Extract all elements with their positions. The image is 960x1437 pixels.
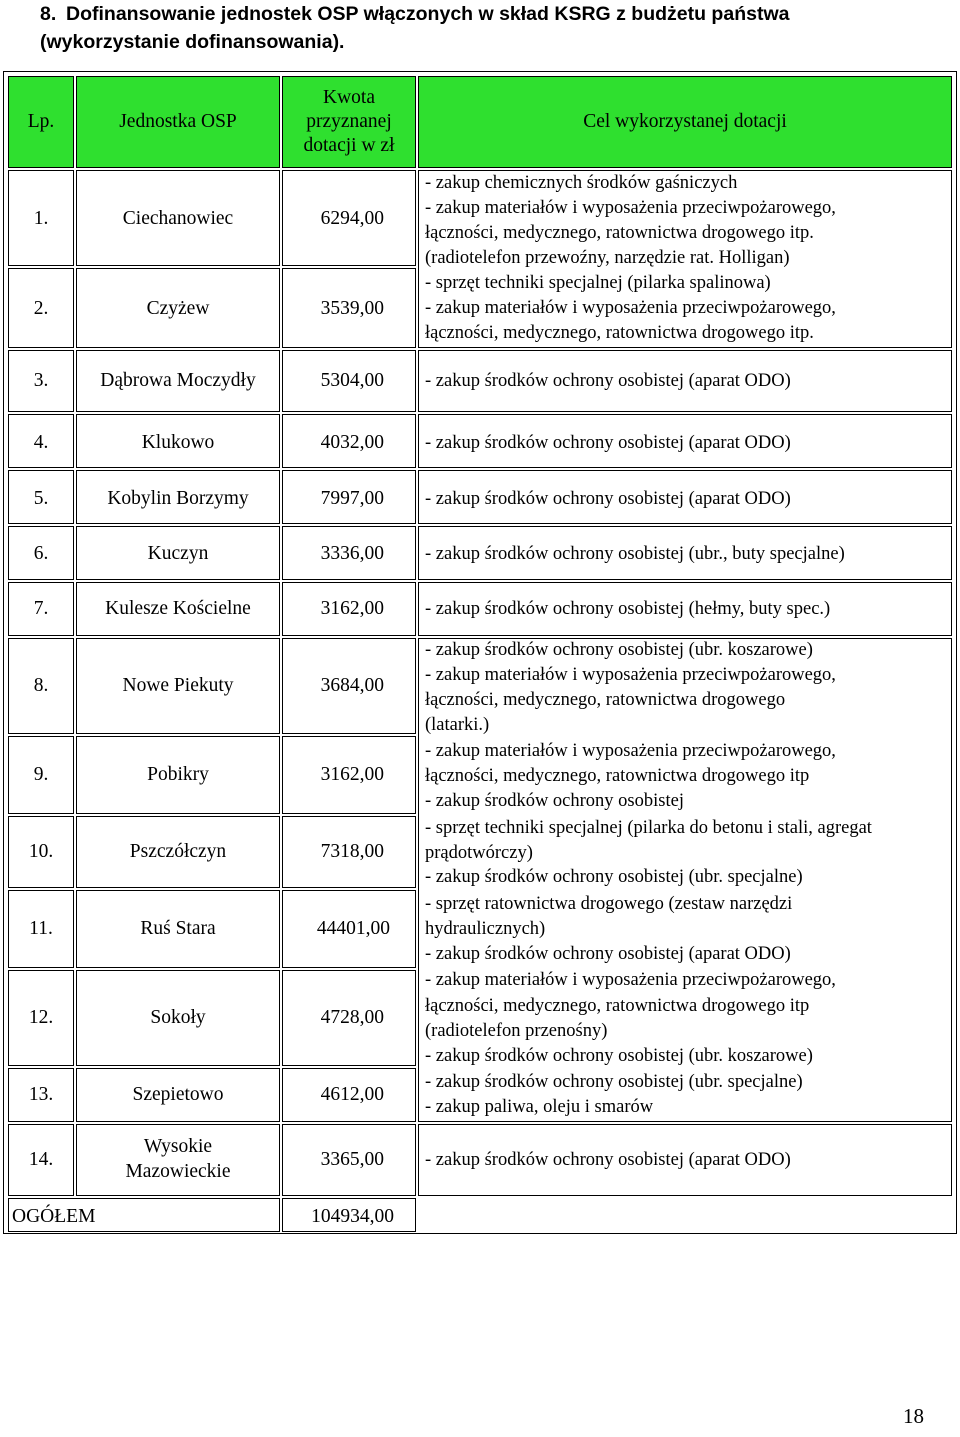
row-2-unit: Czyżew <box>146 298 210 319</box>
total-label: OGÓŁEM <box>12 1206 96 1227</box>
row-6-desc: - zakup środków ochrony osobistej (ubr., buty specjalne) <box>425 544 845 564</box>
block2-desc-line-10: - zakup środków ochrony osobistej (ubr. specjalne) <box>425 867 803 887</box>
row-9-lp: 9. <box>33 764 49 785</box>
row-3-desc: - zakup środków ochrony osobistej (aparat ODO) <box>425 371 791 391</box>
row-14-amount: 3365,00 <box>320 1149 384 1170</box>
block2-desc-line-9: prądotwórczy) <box>425 843 533 863</box>
row-8-lp: 8. <box>33 675 49 696</box>
block2-desc-line-17: - zakup środków ochrony osobistej (ubr. koszarowe) <box>425 1046 813 1066</box>
row-10-lp: 10. <box>28 841 54 862</box>
block1-desc-line-2: - zakup materiałów i wyposażenia przeciwpożarowego, <box>425 198 836 218</box>
block2-desc-line-15: łączności, medycznego, ratownictwa drogowego itp <box>425 996 810 1016</box>
block2-desc-line-12: hydraulicznych) <box>425 919 546 939</box>
row-8-unit: Nowe Piekuty <box>122 675 234 696</box>
header-unit: Jednostka OSP <box>119 111 237 132</box>
total-amount: 104934,00 <box>311 1206 394 1227</box>
block1-desc-line-6: - zakup materiałów i wyposażenia przeciwpożarowego, <box>425 298 836 318</box>
row-14-lp: 14. <box>28 1149 54 1170</box>
block2-desc-line-13: - zakup środków ochrony osobistej (aparat ODO) <box>425 944 791 964</box>
row-7-unit: Kulesze Kościelne <box>105 598 251 619</box>
block2-desc-line-5: - zakup materiałów i wyposażenia przeciwpożarowego, <box>425 741 836 761</box>
page-number: 18 <box>903 1404 924 1428</box>
block2-desc-line-16: (radiotelefon przenośny) <box>425 1021 608 1041</box>
row-1-lp: 1. <box>33 208 49 229</box>
row-6-unit: Kuczyn <box>147 543 209 564</box>
row-10-amount: 7318,00 <box>320 841 384 862</box>
row-8-amount: 3684,00 <box>320 675 384 696</box>
header-amount-line-3: dotacji w zł <box>303 135 395 156</box>
header-lp: Lp. <box>27 111 55 132</box>
section-number: 8. <box>40 3 57 25</box>
row-5-unit: Kobylin Borzymy <box>107 488 249 509</box>
block2-desc-line-8: - sprzęt techniki specjalnej (pilarka do betonu i stali, agregat <box>425 818 872 838</box>
row-5-lp: 5. <box>33 488 49 509</box>
row-14-unit-line-1: Wysokie <box>143 1136 213 1157</box>
row-13-amount: 4612,00 <box>320 1084 384 1105</box>
row-2-lp: 2. <box>33 298 49 319</box>
row-6-lp: 6. <box>33 543 49 564</box>
row-14-unit-line-2: Mazowieckie <box>125 1161 231 1182</box>
row-4-lp: 4. <box>33 432 49 453</box>
row-12-lp: 12. <box>28 1007 54 1028</box>
block1-desc-line-1: - zakup chemicznych środków gaśniczych <box>425 173 738 193</box>
row-7-desc: - zakup środków ochrony osobistej (hełmy, buty spec.) <box>425 599 831 619</box>
row-9-amount: 3162,00 <box>320 764 384 785</box>
header-purpose: Cel wykorzystanej dotacji <box>583 111 787 132</box>
row-1-amount: 6294,00 <box>320 208 384 229</box>
row-6-amount: 3336,00 <box>320 543 384 564</box>
row-12-unit: Sokoły <box>150 1007 206 1028</box>
row-13-lp: 13. <box>28 1084 54 1105</box>
block2-desc-line-6: łączności, medycznego, ratownictwa drogowego itp <box>425 766 810 786</box>
block2-desc-line-1: - zakup środków ochrony osobistej (ubr. koszarowe) <box>425 640 813 660</box>
row-14-desc: - zakup środków ochrony osobistej (aparat ODO) <box>425 1150 791 1170</box>
block1-desc-line-7: łączności, medycznego, ratownictwa drogowego itp. <box>425 323 814 343</box>
row-3-lp: 3. <box>33 370 49 391</box>
row-5-desc: - zakup środków ochrony osobistej (aparat ODO) <box>425 489 791 509</box>
block2-desc-line-14: - zakup materiałów i wyposażenia przeciwpożarowego, <box>425 970 836 990</box>
row-12-amount: 4728,00 <box>320 1007 384 1028</box>
row-4-unit: Klukowo <box>141 432 215 453</box>
block2-desc-line-2: - zakup materiałów i wyposażenia przeciwpożarowego, <box>425 665 836 685</box>
header-amount-line-1: Kwota <box>323 87 375 108</box>
row-3-unit: Dąbrowa Moczydły <box>100 370 256 391</box>
section-title-line-2: (wykorzystanie dofinansowania). <box>40 31 345 53</box>
row-7-lp: 7. <box>33 598 49 619</box>
row-3-amount: 5304,00 <box>320 370 384 391</box>
block2-desc-line-19: - zakup paliwa, oleju i smarów <box>425 1097 654 1117</box>
row-11-lp: 11. <box>29 918 53 939</box>
row-13-unit: Szepietowo <box>132 1084 224 1105</box>
row-2-amount: 3539,00 <box>320 298 384 319</box>
block2-desc-line-4: (latarki.) <box>425 715 490 735</box>
row-11-unit: Ruś Stara <box>140 918 216 939</box>
row-4-amount: 4032,00 <box>320 432 384 453</box>
block1-desc-line-5: - sprzęt techniki specjalnej (pilarka spalinowa) <box>425 273 771 293</box>
row-4-desc: - zakup środków ochrony osobistej (aparat ODO) <box>425 433 791 453</box>
header-amount-line-2: przyznanej <box>306 111 392 132</box>
block2-desc-line-18: - zakup środków ochrony osobistej (ubr. specjalne) <box>425 1072 803 1092</box>
block2-desc-line-7: - zakup środków ochrony osobistej <box>425 791 684 811</box>
row-5-amount: 7997,00 <box>320 488 384 509</box>
block1-desc-line-4: (radiotelefon przewoźny, narzędzie rat. Holligan) <box>425 248 790 268</box>
section-title-line-1: Dofinansowanie jednostek OSP włączonych w skład KSRG z budżetu państwa <box>66 3 790 25</box>
block2-desc-line-11: - sprzęt ratownictwa drogowego (zestaw narzędzi <box>425 894 793 914</box>
row-7-amount: 3162,00 <box>320 598 384 619</box>
row-10-unit: Pszczółczyn <box>129 841 227 862</box>
row-9-unit: Pobikry <box>147 764 209 785</box>
row-11-amount: 44401,00 <box>316 918 390 939</box>
block2-desc-line-3: łączności, medycznego, ratownictwa drogowego <box>425 690 786 710</box>
row-1-unit: Ciechanowiec <box>122 208 234 229</box>
block1-desc-line-3: łączności, medycznego, ratownictwa drogowego itp. <box>425 223 814 243</box>
